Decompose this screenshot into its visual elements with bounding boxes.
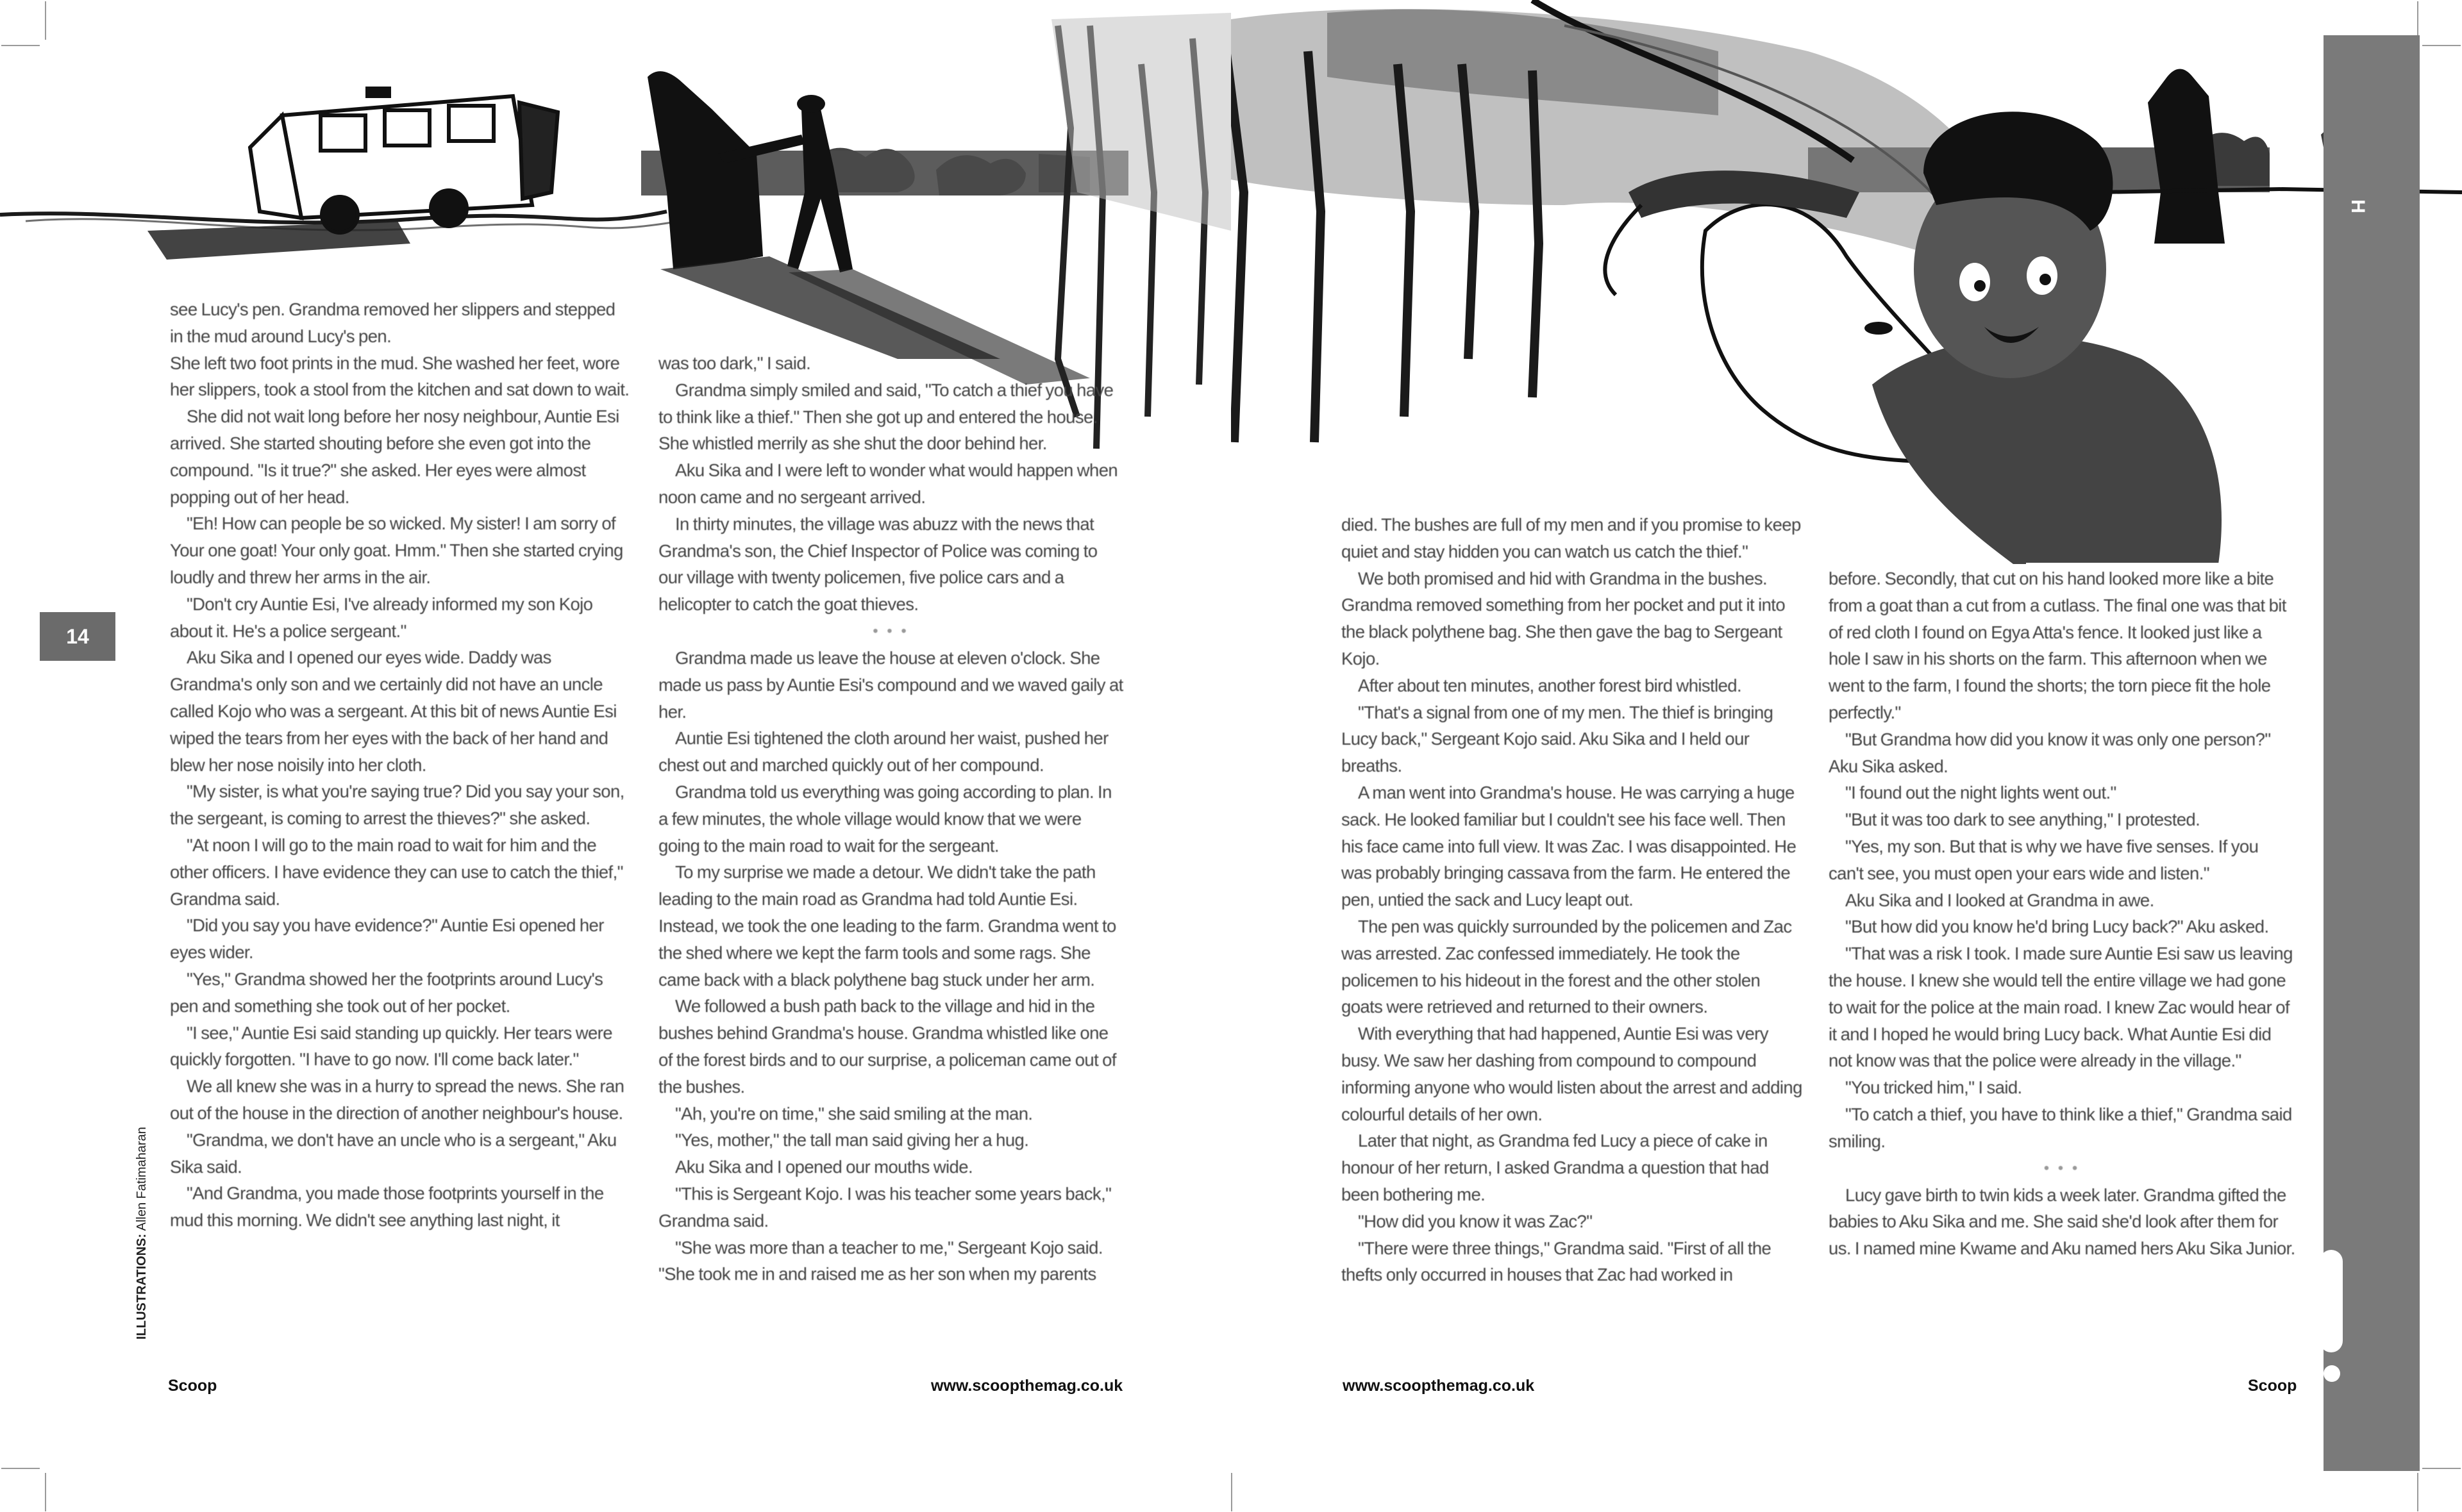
paragraph: "To catch a thief, you have to think like a thief," Grandma said smiling.: [1829, 1104, 2292, 1151]
paragraph: "But it was too dark to see anything," I protested.: [1845, 810, 2200, 830]
text-column-1: [170, 296, 632, 1234]
paragraph: "Don't cry Auntie Esi, I've already informed my son Kojo about it. He's a police sergeant.": [170, 594, 593, 641]
paragraph: We all knew she was in a hurry to spread the news. She ran out of the house in the direction of another neighbour's house.: [170, 1076, 624, 1123]
paragraph: To my surprise we made a detour. We didn't take the path leading to the main road as Grandma had told Auntie Esi. Instead, we took the one leading to the farm. Grandma went to the shed where we kept the farm tools and some rags. She came back with a black polythene bag stuck under her arm.: [658, 862, 1116, 990]
paragraph: "This is Sergeant Kojo. I was his teacher some years back," Grandma said.: [658, 1183, 1112, 1231]
paragraph: With everything that had happened, Auntie Esi was very busy. We saw her dashing from compound to compound informing anyone who would listen about the arrest and adding colourful details of her own.: [1341, 1024, 1802, 1124]
paragraph: died. The bushes are full of my men and if you promise to keep quiet and stay hidden you can watch us catch the thief.": [1341, 515, 1801, 561]
paragraph: She did not wait long before her nosy neighbour, Auntie Esi arrived. She started shouting before she even got into the compound. "Is it true?" she asked. Her eyes were almost popping out of her head.: [170, 406, 619, 507]
paragraph: Grandma told us everything was going according to plan. In a few minutes, the whole village would know that we were going to the main road to wait for the sergeant.: [658, 781, 1112, 856]
band-mark: H: [2347, 199, 2368, 213]
paragraph: Auntie Esi tightened the cloth around her waist, pushed her chest out and marched quickly out of her compound.: [658, 728, 1109, 776]
paragraph: Grandma simply smiled and said, "To catch a thief you have to think like a thief." Then she got up and entered the house. She whistled merrily as she shut the door behind her.: [658, 379, 1114, 454]
paragraph: Aku Sika and I looked at Grandma in awe.: [1845, 890, 2154, 910]
paragraph: "Yes, mother," the tall man said giving her a hug.: [675, 1130, 1029, 1151]
paragraph: In thirty minutes, the village was abuzz with the news that Grandma's son, the Chief Inspector of Police was coming to our village with twenty policemen, five police cars and a helicopter to catch the goat thieves.: [658, 513, 1098, 615]
paragraph: Lucy gave birth to twin kids a week later. Grandma gifted the babies to Aku Sika and me. She said she'd look after them for us. I named mine Kwame and Aku named hers Aku Sika Junior.: [1829, 1184, 2295, 1259]
paragraph: "Did you say you have evidence?" Auntie Esi opened her eyes wider.: [170, 915, 604, 963]
header-illustration-right: [1231, 0, 2462, 577]
paragraph: We both promised and hid with Grandma in the bushes. Grandma removed something from her pocket and put it into the black polythene bag. She then gave the bag to Sergeant Kojo.: [1341, 568, 1786, 669]
paragraph: She left two foot prints in the mud. She washed her feet, wore her slippers, took a stool from the kitchen and sat down to wait.: [170, 353, 630, 400]
paragraph: "And Grandma, you made those footprints yourself in the mud this morning. We didn't see anything last night, it: [170, 1183, 604, 1231]
crop-mark: [1231, 1473, 1232, 1511]
paragraph: "Grandma, we don't have an uncle who is a sergeant," Aku Sika said.: [170, 1129, 617, 1177]
paragraph: We followed a bush path back to the village and hid in the bushes behind Grandma's house. Grandma whistled like one of the forest birds and to our surprise, a policeman came out of the bushes.: [658, 996, 1116, 1097]
crop-mark: [1, 1468, 40, 1469]
credit-name: Allen Fatimaharan: [135, 1127, 149, 1231]
paragraph: "My sister, is what you're saying true? Did you say your son, the sergeant, is coming to arrest the thieves?" she asked.: [170, 781, 624, 829]
paragraph: After about ten minutes, another forest bird whistled.: [1358, 675, 1742, 695]
crop-mark: [2422, 1468, 2461, 1469]
paragraph: "There were three things," Grandma said. "First of all the thefts only occurred in houses that Zac had worked in: [1341, 1238, 1771, 1285]
footer-url[interactable]: www.scoopthemag.co.uk: [931, 1377, 1123, 1395]
page-number: 14: [40, 612, 115, 661]
paragraph: The pen was quickly surrounded by the policemen and Zac was arrested. Zac confessed immediately. He took the policemen to his hideout in the forest and the other stolen goats were retrieved and returned to their owners.: [1341, 916, 1792, 1017]
paragraph: "How did you know it was Zac?": [1358, 1211, 1593, 1231]
paragraph: "That's a signal from one of my men. The thief is bringing Lucy back," Sergeant Kojo said. Aku Sika and I held our breaths.: [1341, 702, 1773, 776]
paragraph: "At noon I will go to the main road to wait for him and the other officers. I have evidence they can use to catch the thief," Grandma said.: [170, 835, 623, 909]
paragraph: "That was a risk I took. I made sure Auntie Esi saw us leaving the house. I knew she would tell the entire village we had gone to wait for the police at the main road. I knew Zac would hear of it and I hoped he would bring Lucy back. What Auntie Esi did not know was that the police were already in the village.": [1829, 943, 2293, 1071]
credit-label: ILLUSTRATIONS:: [135, 1233, 149, 1340]
paragraph: Aku Sika and I were left to wonder what would happen when noon came and no sergeant arrived.: [658, 460, 1118, 507]
paragraph: "You tricked him," I said.: [1845, 1077, 2022, 1098]
paragraph: Later that night, as Grandma fed Lucy a piece of cake in honour of her return, I asked Grandma a question that had been bothering me.: [1341, 1131, 1769, 1204]
paragraph: "But how did you know he'd bring Lucy back?" Aku asked.: [1845, 917, 2269, 937]
paragraph: Aku Sika and I opened our eyes wide. Daddy was Grandma's only son and we certainly did not have an uncle called Kojo who was a sergeant. At this bit of news Auntie Esi wiped the tears from her eyes with the back of her hand and blew her nose noisily into her cloth.: [170, 647, 617, 775]
exclamation-bar: [2320, 1250, 2343, 1352]
paragraph: "I see," Auntie Esi said standing up quickly. Her tears were quickly forgotten. "I have to go now. I'll come back later.": [170, 1022, 612, 1070]
section-separator: • • •: [873, 622, 909, 640]
paragraph: "Yes," Grandma showed her the footprints around Lucy's pen and something she took out of her pocket.: [170, 968, 603, 1016]
paragraph: A man went into Grandma's house. He was carrying a huge sack. He looked familiar but I couldn't see his face well. Then his face came into full view. It was Zac. I was disappointed. He was probably bringing cassava from the farm. He entered the pen, untied the sack and Lucy leapt out.: [1341, 782, 1796, 910]
paragraph: see Lucy's pen. Grandma removed her slippers and stepped in the mud around Lucy's pen.: [170, 299, 616, 346]
footer-brand: Scoop: [168, 1377, 217, 1395]
paragraph: was too dark," I said.: [658, 353, 811, 373]
footer-brand: Scoop: [2248, 1377, 2297, 1395]
text-column-4: [1829, 565, 2295, 1262]
paragraph: "Eh! How can people be so wicked. My sister! I am sorry of Your one goat! Your only goat. Hmm." Then she started crying loudly and threw her arms in the air.: [170, 513, 623, 587]
paragraph: "Ah, you're on time," she said smiling at the man.: [675, 1103, 1033, 1124]
crop-mark: [45, 1473, 46, 1511]
van-drawing: [250, 96, 558, 233]
paragraph: "Yes, my son. But that is why we have five senses. If you can't see, you must open your ears wide and listen.": [1829, 836, 2259, 883]
illustration-credit: [135, 1127, 149, 1340]
text-column-3: [1341, 511, 1804, 1288]
exclamation-dot: [2324, 1365, 2340, 1382]
paragraph: "But Grandma how did you know it was only one person?" Aku Sika asked.: [1829, 729, 2271, 776]
crop-mark: [2417, 1473, 2418, 1511]
footer-url[interactable]: www.scoopthemag.co.uk: [1343, 1377, 1535, 1395]
paragraph: "She was more than a teacher to me," Sergeant Kojo said. "She took me in and raised me as her son when my parents: [658, 1237, 1103, 1284]
paragraph: "I found out the night lights went out.": [1845, 783, 2116, 803]
figures-walking: [648, 71, 853, 272]
paragraph: before. Secondly, that cut on his hand looked more like a bite from a goat than a cut from a cutlass. The final one was that bit of red cloth I found on Egya Atta's fence. It looked just like a hole I saw in his shorts on the farm. This afternoon when we went to the farm, I found the shorts; the torn piece fit the hole perfectly.": [1829, 569, 2286, 722]
paragraph: Aku Sika and I opened our mouths wide.: [675, 1157, 973, 1177]
paragraph: Grandma made us leave the house at eleven o'clock. She made us pass by Auntie Esi's compound and we waved gaily at her.: [658, 647, 1123, 722]
text-column-2: [658, 350, 1123, 1288]
section-separator: • • •: [2043, 1159, 2081, 1177]
